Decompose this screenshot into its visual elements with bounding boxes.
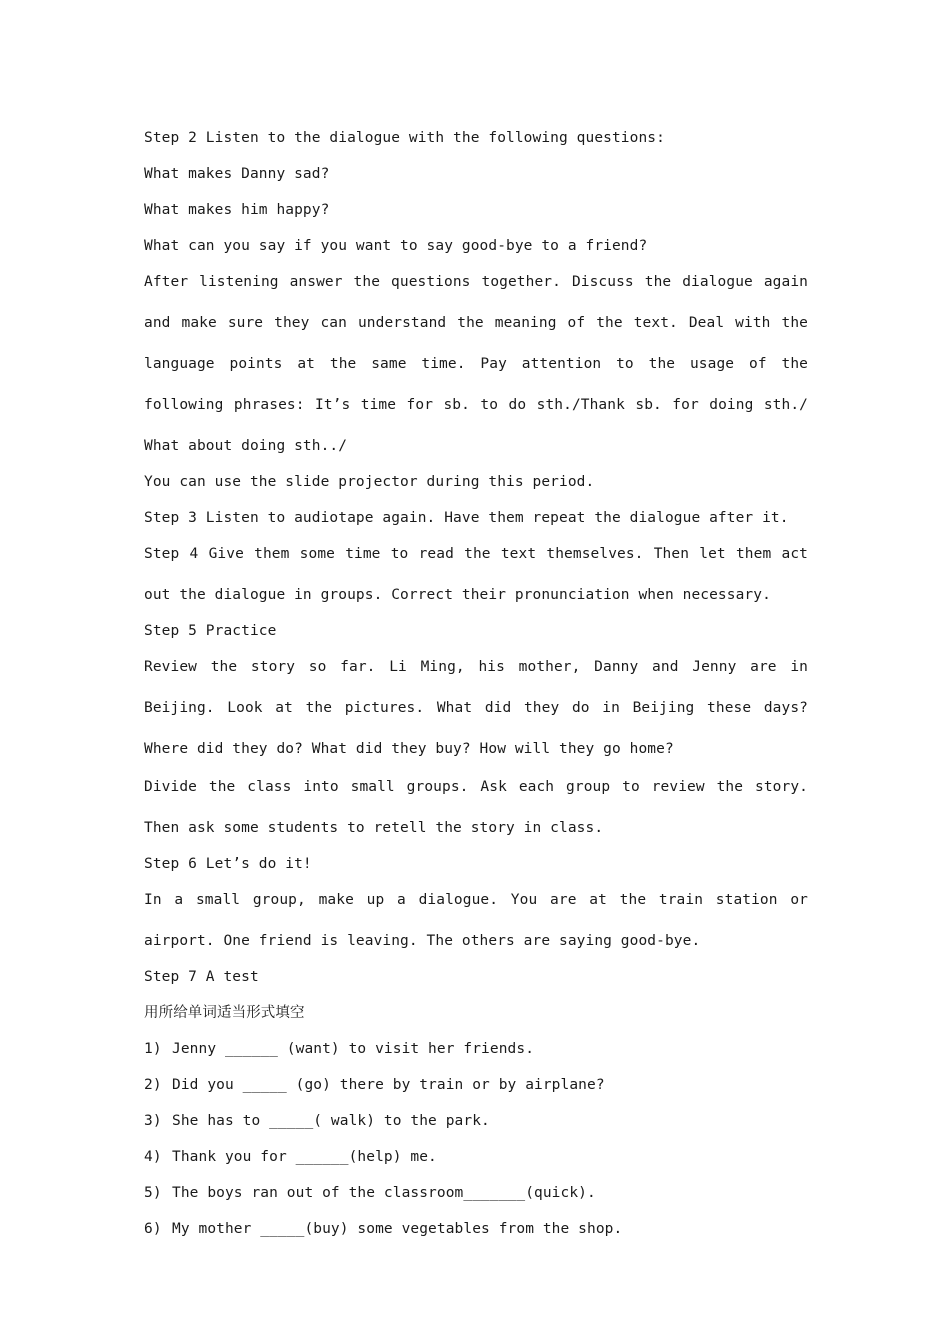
step3-heading: Step 3 Listen to audiotape again. Have them repeat the dialogue after it. xyxy=(144,510,789,526)
slide-projector-note: You can use the slide projector during this period. xyxy=(144,474,595,490)
exercise-number: 1) xyxy=(144,1041,162,1057)
step5-heading: Step 5 Practice xyxy=(144,623,277,639)
exercise-number: 5) xyxy=(144,1185,162,1201)
exercise-text: My mother _____(buy) some vegetables from the shop. xyxy=(172,1221,623,1237)
step6-heading: Step 6 Let’s do it! xyxy=(144,856,312,872)
exercise-number: 3) xyxy=(144,1113,162,1129)
exercise-text: She has to _____( walk) to the park. xyxy=(172,1113,490,1129)
exercise-item xyxy=(144,1103,808,1139)
question-1: What makes Danny sad? xyxy=(144,166,330,182)
exercise-text: Jenny ______ (want) to visit her friends. xyxy=(172,1041,535,1057)
exercise-item xyxy=(144,1175,808,1211)
question-2: What makes him happy? xyxy=(144,202,330,218)
after-listening-paragraph: After listening answer the questions together. Discuss the dialogue again and make sure they can understand the meaning of the text. Deal with the language points at the same time. Pay attention to the usage of the following phrases: It’s time for sb. to do sth./Thank sb. for doing sth./ What about doing sth../ xyxy=(144,274,808,454)
exercise-item xyxy=(144,1067,808,1103)
exercise-number: 2) xyxy=(144,1077,162,1093)
step4-paragraph: Step 4 Give them some time to read the text themselves. Then let them act out the dialogue in groups. Correct their pronunciation when necessary. xyxy=(144,546,808,603)
divide-paragraph: Divide the class into small groups. Ask each group to review the story. Then ask some students to retell the story in class. xyxy=(144,779,808,836)
test-instruction: 用所给单词适当形式填空 xyxy=(144,1005,305,1021)
exercise-item xyxy=(144,1031,808,1067)
exercise-number: 6) xyxy=(144,1221,162,1237)
question-3: What can you say if you want to say good-bye to a friend? xyxy=(144,238,648,254)
exercise-number: 4) xyxy=(144,1149,162,1165)
exercise-text: Thank you for ______(help) me. xyxy=(172,1149,437,1165)
exercise-text: The boys ran out of the classroom_______(quick). xyxy=(172,1185,596,1201)
step7-heading: Step 7 A test xyxy=(144,969,259,985)
exercise-list xyxy=(144,1031,808,1247)
document-body xyxy=(144,120,808,1247)
small-group-paragraph: In a small group, make up a dialogue. You are at the train station or airport. One friend is leaving. The others are saying good-bye. xyxy=(144,892,808,949)
exercise-text: Did you _____ (go) there by train or by airplane? xyxy=(172,1077,605,1093)
review-paragraph: Review the story so far. Li Ming, his mother, Danny and Jenny are in Beijing. Look at the pictures. What did they do in Beijing these days? Where did they do? What did they buy? How will they go home? xyxy=(144,659,808,757)
step2-heading: Step 2 Listen to the dialogue with the following questions: xyxy=(144,130,665,146)
exercise-item xyxy=(144,1211,808,1247)
exercise-item xyxy=(144,1139,808,1175)
